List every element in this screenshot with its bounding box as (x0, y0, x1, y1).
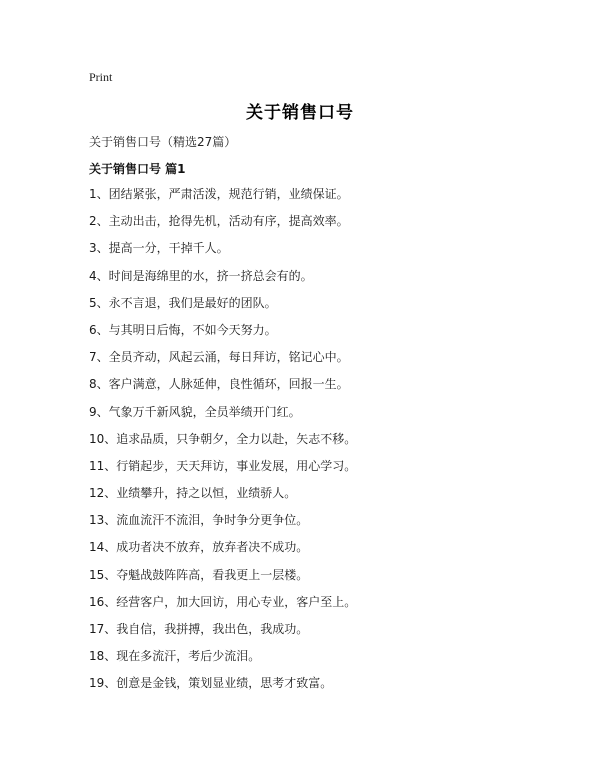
list-item: 7、全员齐动，风起云涌，每日拜访，铭记心中。 (89, 350, 349, 365)
list-item: 2、主动出击，抢得先机，活动有序，提高效率。 (89, 214, 349, 229)
list-item: 11、行销起步，天天拜访，事业发展，用心学习。 (89, 458, 357, 473)
list-item: 6、与其明日后悔，不如今天努力。 (89, 322, 277, 337)
list-item: 5、永不言退，我们是最好的团队。 (89, 295, 277, 310)
list-item: 14、成功者决不放弃，放弃者决不成功。 (89, 540, 309, 555)
list-item: 16、经营客户，加大回访，用心专业，客户至上。 (89, 594, 357, 609)
list-item: 13、流血流汗不流泪，争时争分更争位。 (89, 513, 309, 528)
slogan-list (89, 186, 356, 703)
print-label: Print (89, 70, 113, 84)
list-item: 19、创意是金钱，策划显业绩，思考才致富。 (89, 676, 333, 691)
list-item: 12、业绩攀升，持之以恒，业绩骄人。 (89, 486, 297, 501)
page-subtitle: 关于销售口号（精选27篇） (89, 135, 237, 149)
list-item: 18、现在多流汗，考后少流泪。 (89, 649, 261, 664)
page-title: 关于销售口号 (246, 103, 354, 123)
list-item: 10、追求品质，只争朝夕，全力以赴，矢志不移。 (89, 431, 357, 446)
list-item: 9、气象万千新风貌，全员举绩开门红。 (89, 404, 301, 419)
list-item: 17、我自信，我拼搏，我出色，我成功。 (89, 622, 309, 636)
list-item: 4、时间是海绵里的水，挤一挤总会有的。 (89, 268, 313, 283)
list-item: 8、客户满意，人脉延伸，良性循环，回报一生。 (89, 377, 349, 392)
list-item: 15、夺魁战鼓阵阵高，看我更上一层楼。 (89, 567, 309, 582)
list-item: 1、团结紧张，严肃活泼，规范行销，业绩保证。 (89, 187, 349, 201)
list-item: 3、提高一分，干掉千人。 (89, 241, 229, 256)
section-heading: 关于销售口号 篇1 (89, 162, 186, 176)
